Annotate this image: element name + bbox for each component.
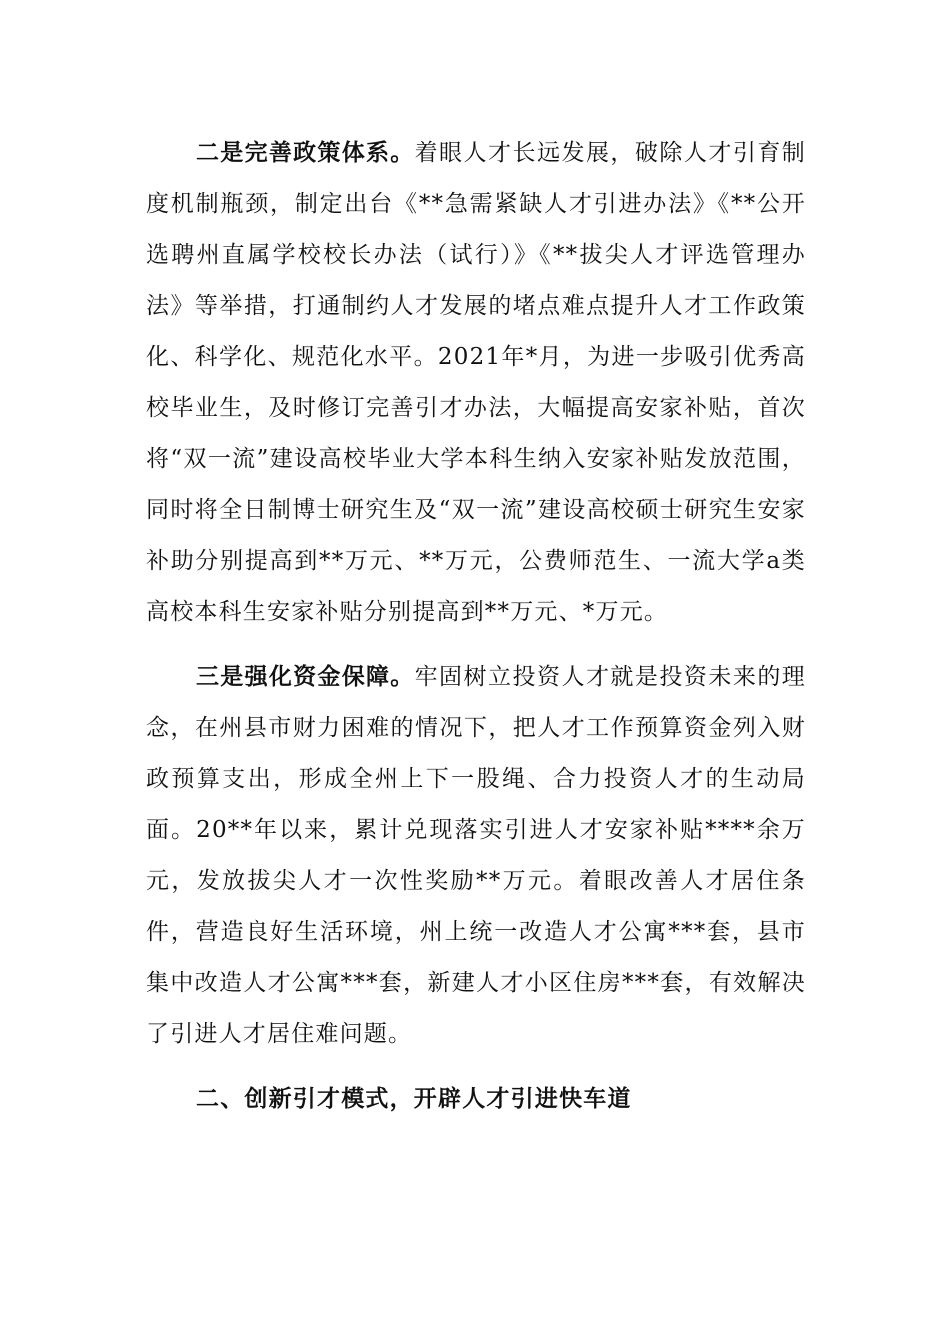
paragraph-funding-guarantee — [146, 652, 806, 1060]
section-heading: 二、创新引才模式，开辟人才引进快车道 — [196, 1086, 632, 1112]
paragraph-lead: 二是完善政策体系。 — [196, 140, 415, 166]
paragraph-lead: 三是强化资金保障。 — [196, 664, 415, 690]
paragraph-policy-system — [146, 128, 806, 638]
document-body — [146, 128, 806, 1125]
paragraph-text: 着眼人才长远发展，破除人才引育制度机制瓶颈，制定出台《**急需紧缺人才引进办法》《**公开选聘州直属学校校长办法（试行）》《**拔尖人才评选管理办法》等举措，打通制约人才发展的堵点难点提升人才工作政策化、科学化、规范化水平。2021年*月，为进一步吸引优秀高校毕业生，及时修订完善引才办法，大幅提高安家补贴，首次将“双一流”建设高校毕业大学本科生纳入安家补贴发放范围，同时将全日制博士研究生及“双一流”建设高校硕士研究生安家补助分别提高到**万元、**万元，公费师范生、一流大学a类高校本科生安家补贴分别提高到**万元、*万元。 — [146, 140, 807, 625]
paragraph-text: 牢固树立投资人才就是投资未来的理念，在州县市财力困难的情况下，把人才工作预算资金列入财政预算支出，形成全州上下一股绳、合力投资人才的生动局面。20**年以来，累计兑现落实引进人才安家补贴****余万元，发放拔尖人才一次性奖励**万元。着眼改善人才居住条件，营造良好生活环境，州上统一改造人才公寓***套，县市集中改造人才公寓***套，新建人才小区住房***套，有效解决了引进人才居住难问题。 — [146, 664, 807, 1047]
